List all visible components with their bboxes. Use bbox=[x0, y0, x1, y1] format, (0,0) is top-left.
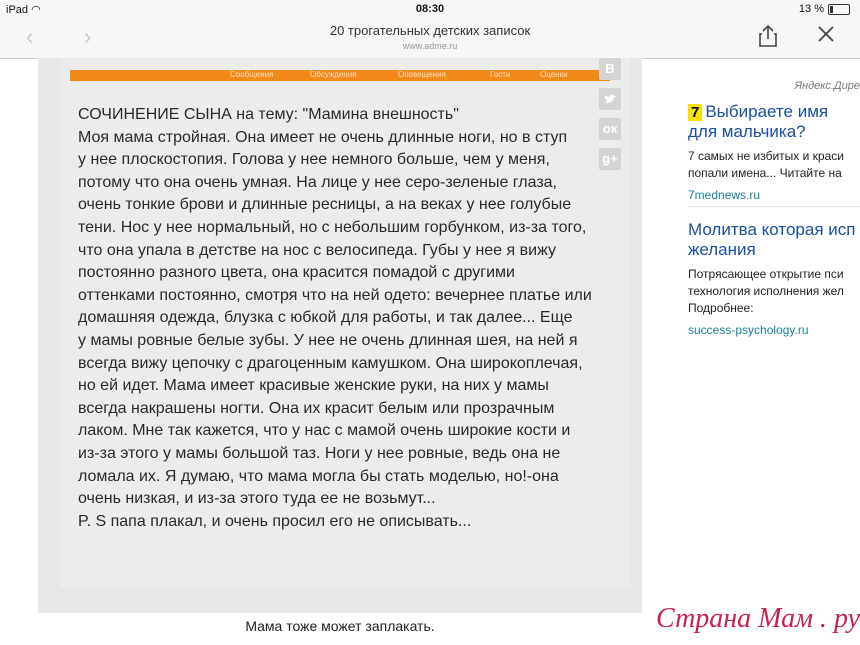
share-column bbox=[597, 58, 625, 178]
site-watermark: Страна Мам . ру bbox=[656, 603, 860, 634]
ad-title[interactable] bbox=[688, 102, 860, 142]
essay-line: постоянно разного цвета, она красится помадой с другими bbox=[78, 264, 515, 282]
photo-note bbox=[60, 58, 630, 588]
ad-link[interactable]: success-psychology.ru bbox=[688, 323, 809, 337]
device-label: iPad ◠ bbox=[6, 4, 41, 16]
essay-line: тени. Нос у нее нормальный, но с небольшим горбунком, из-за того, bbox=[78, 218, 587, 236]
essay-line: всегда накрашены ногти. Она их красит белым или прозрачным bbox=[78, 399, 555, 417]
essay-line: у мамы ровные белые зубы. У нее не очень длинная шея, на ней я bbox=[78, 331, 578, 349]
ad-block[interactable] bbox=[688, 102, 860, 202]
wifi-icon: ◠ bbox=[31, 4, 41, 16]
clock: 08:30 bbox=[415, 3, 445, 15]
ads-source[interactable]: Яндекс.Дире bbox=[794, 80, 860, 92]
ad-title-line: Выбираете имя bbox=[705, 102, 829, 121]
essay-line: очень тонкие брови и длинные ресницы, а на веках у нее голубые bbox=[78, 196, 572, 214]
ad-title[interactable] bbox=[688, 220, 860, 260]
essay-line: что она упала в детстве на нос с велосипеда. Губы у нее я вижу bbox=[78, 241, 556, 259]
ad-title-line: Молитва которая исп bbox=[688, 220, 856, 239]
ad-text: 7 самых не избитых и краси попали имена... Читайте на bbox=[688, 149, 844, 180]
essay-line: ломала их. Я думаю, что мама могла бы стать моделью, но!-она bbox=[78, 467, 559, 485]
essay-text bbox=[78, 104, 623, 533]
social-menu-bar bbox=[70, 70, 610, 81]
menu-item: Обсуждения bbox=[310, 70, 357, 79]
essay-line: всегда вижу цепочку с драгоценным камушком. Она широкоплечая, bbox=[78, 354, 583, 372]
essay-line: оттенками постоянно, смотря что на ней одето: вечернее платье или bbox=[78, 286, 592, 304]
battery-icon bbox=[828, 4, 850, 15]
ad-title-line: желания bbox=[688, 240, 756, 259]
ad-link[interactable]: 7mednews.ru bbox=[688, 188, 761, 202]
essay-line: из-за этого у мамы большой таз. Ноги у нее ровные, ведь она не bbox=[78, 444, 561, 462]
essay-line: потому что она очень умная. На лице у нее серо-зеленые глаза, bbox=[78, 173, 557, 191]
ad-divider bbox=[688, 206, 860, 207]
google-plus-share-button[interactable]: g+ bbox=[599, 148, 621, 170]
ad-block[interactable] bbox=[688, 220, 860, 337]
essay-line: домашняя одежда, блузка с юбкой для работы, и так далее... Еще bbox=[78, 309, 573, 327]
ad-badge: 7 bbox=[688, 104, 702, 121]
ad-title-line: для мальчика? bbox=[688, 122, 806, 141]
essay-line: очень низкая, и из-за этого туда ее не возьмут... bbox=[78, 490, 436, 508]
twitter-bird-icon bbox=[603, 93, 617, 105]
essay-line: Моя мама стройная. Она имеет не очень длинные ноги, но в ступ bbox=[78, 128, 568, 146]
menu-item: Оценки bbox=[540, 70, 568, 79]
essay-line: но ей идет. Мама имеет красивые женские руки, на них у мамы bbox=[78, 377, 549, 395]
ad-text: Потрясающее открытие пси технология исполнения жел Подробнее: bbox=[688, 267, 844, 315]
image-caption: Мама тоже может заплакать. bbox=[245, 618, 435, 634]
close-icon[interactable] bbox=[816, 24, 836, 50]
menu-item: Сообщения bbox=[230, 70, 274, 79]
ads-sidebar bbox=[688, 74, 860, 374]
menu-item: Оповещения bbox=[398, 70, 446, 79]
article-image bbox=[38, 58, 642, 613]
odnoklassniki-share-button[interactable]: ок bbox=[599, 118, 621, 140]
twitter-share-button[interactable] bbox=[599, 88, 621, 110]
essay-line: P. S папа плакал, и очень просил его не описывать... bbox=[78, 512, 472, 530]
back-arrow-icon[interactable]: ‹ bbox=[26, 24, 34, 49]
share-icon[interactable] bbox=[758, 24, 778, 54]
menu-item: Гости bbox=[490, 70, 511, 79]
essay-line: у нее плоскостопия. Голова у нее немного больше, чем у меня, bbox=[78, 151, 550, 169]
essay-line: СОЧИНЕНИЕ СЫНА на тему: "Мамина внешность" bbox=[78, 106, 459, 123]
vk-share-button[interactable]: В bbox=[599, 58, 621, 80]
nav-bar bbox=[0, 18, 860, 59]
page-title: 20 трогательных детских записок bbox=[329, 23, 531, 38]
battery-indicator: 13 % bbox=[799, 3, 850, 15]
page-url[interactable]: www.adme.ru bbox=[402, 41, 458, 51]
status-bar bbox=[0, 0, 860, 18]
forward-arrow-icon[interactable]: › bbox=[84, 24, 92, 49]
essay-line: лаком. Мне так кажется, что у нас с мамой очень широкие кости и bbox=[78, 422, 571, 440]
